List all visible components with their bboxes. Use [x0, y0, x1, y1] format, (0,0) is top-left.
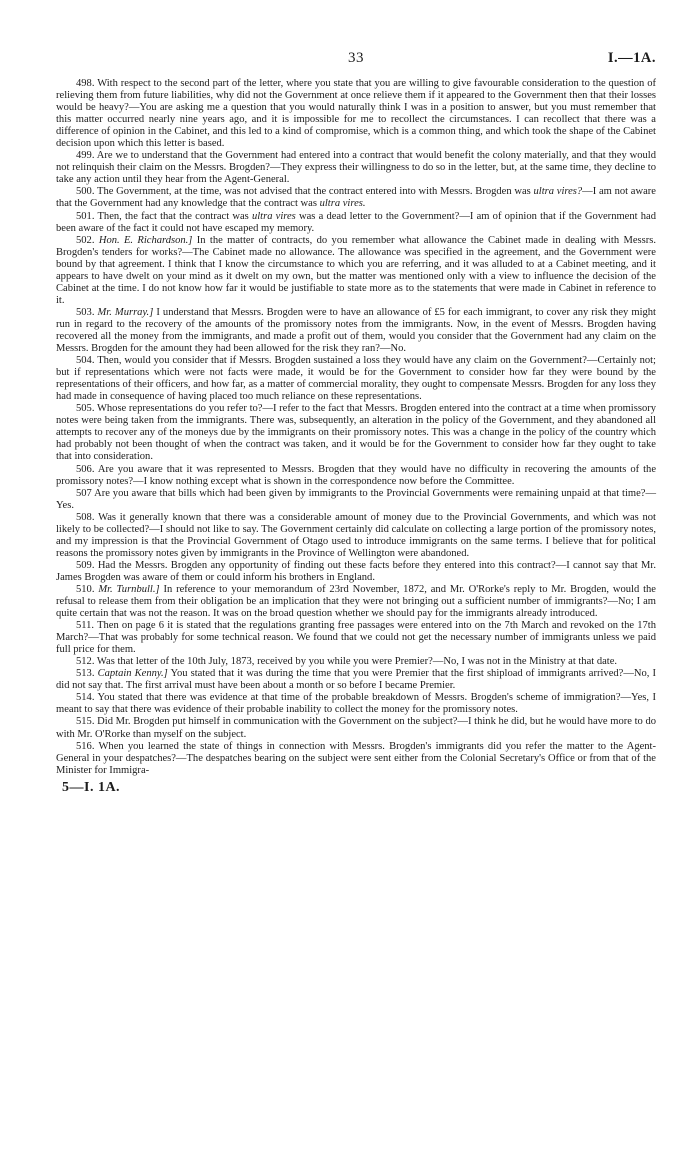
question-number: 511.	[76, 620, 95, 632]
question-number: 508.	[76, 511, 95, 523]
question-text: Then on page 6 it is stated that the regulations granting free passages were entered into on the 7th March and revoked on the 17th March?—That was probably for some technical reason. We found that we could not get the necessary number of immigrants unless we paid full price for them.	[56, 620, 656, 656]
question-number: 514.	[76, 692, 95, 704]
question-number: 515.	[76, 716, 95, 728]
question-text: In reference to your memorandum of 23rd November, 1872, and Mr. O'Rorke's reply to Mr. Brogden, would the refusal to release them from their obligation be an implication that they were not bringing out a sufficient number of immigrants?—No; I am quite certain that was not the reason. It was on the broad question whether we should pay for the immigrants already introduced.	[56, 583, 656, 620]
question-text: When you learned the state of things in connection with Messrs. Brogden's immigrants did you refer the matter to the Agent-General in your despatches?—The despatches bearing on the subject were sent either from the Colonial Secretary's Office or from that of the Minister for Immigra-	[56, 740, 656, 776]
question-text: Are we to understand that the Government had entered into a contract that would benefit the colony materially, and that they would not relinquish their claim on the Messrs. Brogden?—They express their willingness to do so in the letter, but, at the same time, they decline to take any action until they hear from the Agent-General.	[56, 150, 656, 186]
question-511	[56, 620, 656, 656]
question-502	[56, 235, 656, 307]
question-number: 506.	[76, 463, 95, 475]
question-514	[56, 692, 656, 716]
speaker-name: Mr. Turnbull.]	[98, 583, 160, 595]
evidence-body	[56, 78, 656, 777]
question-508	[56, 512, 656, 560]
question-507	[56, 488, 656, 512]
question-500	[56, 186, 656, 210]
question-number: 501.	[76, 210, 95, 222]
question-text: You stated that there was evidence at that time of the probable breakdown of Messrs. Brogden's scheme of immigration?—Yes, I meant to say that there was evidence of their probable inability to collect the money for the promissory notes.	[56, 692, 656, 716]
question-509	[56, 560, 656, 584]
question-number: 505.	[76, 403, 95, 415]
question-506	[56, 464, 656, 488]
question-number: 509.	[76, 559, 95, 571]
question-number: 516.	[76, 740, 95, 752]
question-text: Are you aware that it was represented to Messrs. Brogden that they would have no difficulty in recovering the amounts of the promissory notes?—I know nothing except what is shown in the correspondence now before the Committee.	[56, 463, 656, 487]
question-504	[56, 355, 656, 403]
italic-term: ultra vires.	[319, 198, 366, 210]
question-text: Had the Messrs. Brogden any opportunity of finding out these facts before they entered into this contract?—I cannot say that Mr. James Brogden was aware of them or could inform his brothers in England.	[56, 559, 656, 583]
question-number: 513.	[76, 668, 95, 680]
question-503	[56, 307, 656, 355]
speaker-name: Mr. Murray.]	[97, 306, 154, 318]
signature-mark: 5—I. 1A.	[62, 779, 121, 795]
question-number: 510.	[76, 583, 95, 595]
question-text: Are you aware that bills which had been given by immigrants to the Provincial Governments were remaining unpaid at that time?—Yes.	[56, 487, 656, 511]
question-text: Then, the fact that the contract was	[97, 210, 252, 222]
speaker-name: Hon. E. Richardson.]	[98, 234, 193, 246]
question-515	[56, 716, 656, 740]
question-501	[56, 211, 656, 235]
page-number: 33	[348, 50, 364, 66]
answer-text: —I am not aware that the Government had any knowledge that the contract was	[56, 186, 656, 210]
question-text: Did Mr. Brogden put himself in communication with the Government on the subject?—I think he did, but he would have more to do with Mr. O'Rorke than myself on the subject.	[56, 716, 656, 740]
question-number: 512.	[76, 656, 95, 668]
question-499	[56, 150, 656, 186]
question-text: The Government, at the time, was not advised that the contract entered into with Messrs. Brogden was	[97, 186, 534, 198]
question-516	[56, 741, 656, 777]
question-number: 498.	[76, 78, 95, 89]
question-498	[56, 78, 656, 150]
question-number: 507	[76, 487, 92, 499]
question-text: You stated that it was during the time that you were Premier that the first shipload of immigrants arrived?—No, I did not say that. The first arrival must have been about a month or so before I became Premier.	[56, 668, 657, 692]
question-510	[56, 584, 656, 620]
question-text: In the matter of contracts, do you remember what allowance the Cabinet made in dealing with Messrs. Brogden's tenders for works?—The Cabinet made no allowance. The allowance was specified in the agreement, and the Government were bound by that agreement. I think that I know the circumstance to which you are referring, and it was alluded to at a Cabinet meeting, and it appears to have dwelt on your mind as it dwelt on my own, but the matter was mentioned only with a view to influence the decision of the Cabinet at the time. I do not know how far it would be justifiable to state more as to the statements that were made in Cabinet in reference to it.	[56, 234, 656, 306]
question-text: I understand that Messrs. Brogden were to have an allowance of £5 for each immigrant, to cover any risk they might run in regard to the recovery of the amounts of the promissory notes from the immigrants. Now, in the event of Messrs. Brogden having recovered all the money from the immigrants, and made a profit out of them, would you consider that the Government had any claim on the Messrs. Brogden for the amount they had been allowed for the risk they ran?—No.	[56, 306, 656, 355]
question-number: 500.	[76, 186, 95, 198]
question-number: 503.	[76, 306, 95, 318]
question-number: 499.	[76, 150, 95, 162]
question-505	[56, 403, 656, 463]
answer-text: was a dead letter to the Government?—I am of opinion that if the Government had been aware of the fact it could not have escaped my memory.	[56, 210, 656, 234]
question-text: Was it generally known that there was a considerable amount of money due to the Provincial Governments, and which was not likely to be collected?—I should not like to say. The Government certainly did calculate on collecting a large portion of the promissory notes, and my impression is that the Provincial Government of Otago used to introduce immigrants on the same terms. I believe that for political reasons the promissory notes given by immigrants in the Province of Wellington were abandoned.	[56, 511, 656, 559]
italic-term: ultra vires?	[533, 186, 583, 198]
series-code: I.—1A.	[607, 50, 656, 66]
question-text: Whose representations do you refer to?—I refer to the fact that Messrs. Brogden entered into the contract at a time when promissory notes were being taken from the immigrants. There was, subsequently, an alteration in the policy of the Government, and they abandoned all attempts to recover any of the moneys due by the immigrants on their promissory notes. This was a change in the policy of the country which had probably not been thought of when the contract was taken, and it would be for the Government to consider how far they ought to take that into consideration.	[56, 403, 657, 463]
question-text: Then, would you consider that if Messrs. Brogden sustained a loss they would have any claim on the Government?—Certainly not; but if representations which were not facts were made, it would be for the Government to consider how far they were bound by the representations of their officers, and how far, as a matter of commercial morality, they ought to compensate Messrs. Brogden for any loss they had made in consequence of having placed too much reliance on these representations.	[56, 355, 656, 403]
question-text: With respect to the second part of the letter, where you state that you are willing to give favourable consideration to the question of relieving them from future liabilities, why did not the Government at once relieve them if it appeared to the Government then that their losses would be heavy?—You are asking me a question that you would naturally think I was in a position to answer, but you must remember that this matter occurred nearly nine years ago, and it is impossible for me to recollect the circumstances. I can recollect that there was a difference of opinion in the Cabinet, and this led to a kind of compromise, which is a common thing, and which took the shape of the Cabinet decision upon which this letter is based.	[56, 78, 656, 150]
question-number: 504.	[76, 355, 95, 367]
question-512	[56, 656, 656, 668]
page-header	[56, 50, 656, 78]
question-513	[56, 668, 656, 692]
question-number: 502.	[76, 234, 95, 246]
speaker-name: Captain Kenny.]	[97, 668, 168, 680]
italic-term: ultra vires	[251, 210, 296, 222]
question-text: Was that letter of the 10th July, 1873, received by you while you were Premier?—No, I was not in the Ministry at that date.	[96, 656, 618, 668]
